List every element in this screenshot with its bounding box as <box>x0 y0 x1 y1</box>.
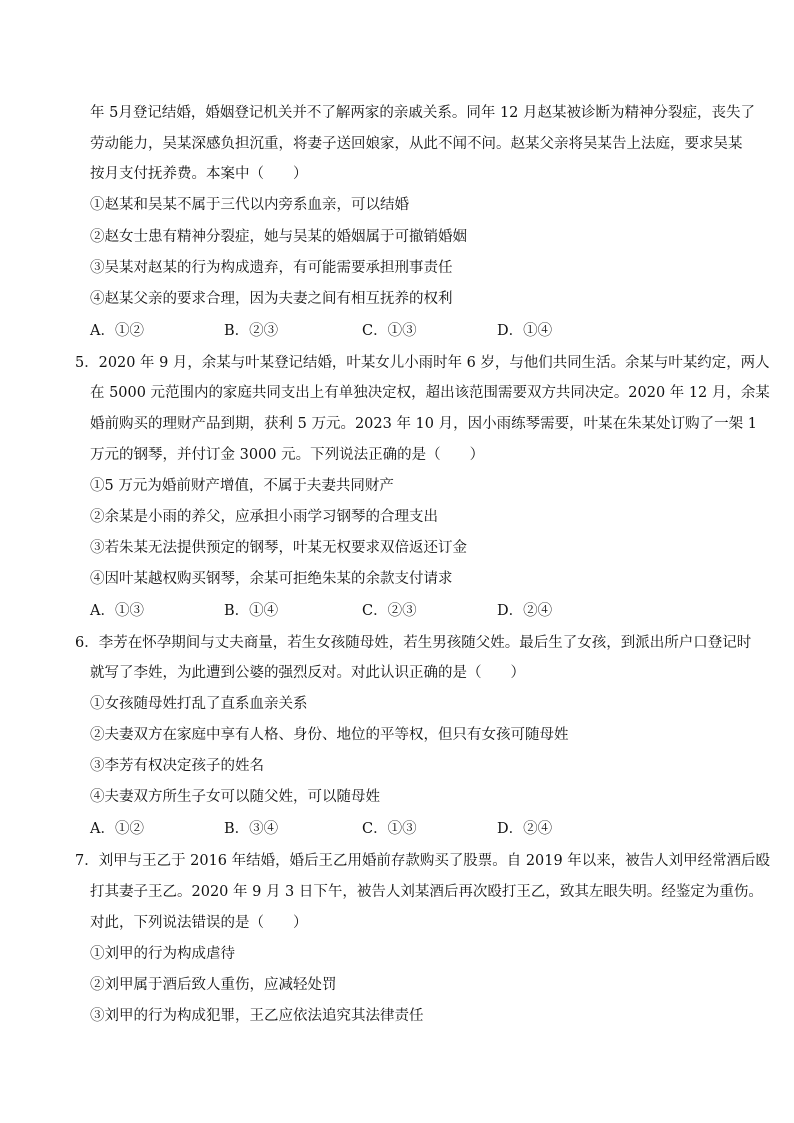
statement-3: ③刘甲的行为构成犯罪，王乙应依法追究其法律责任 <box>90 1008 424 1024</box>
statement-1: ①赵某和吴某不属于三代以内旁系血亲，可以结婚 <box>90 197 409 213</box>
question-text-line: 万元的钢琴，并付订金 3000 元。下列说法正确的是（ ） <box>90 447 485 463</box>
question-text-line: 劳动能力，吴某深感负担沉重，将妻子送回娘家，从此不闻不问。赵某父亲将吴某告上法庭，要求吴某 <box>90 136 743 152</box>
question-5-stem: 5．2020 年 9 月，余某与叶某登记结婚，叶某女儿小雨时年 6 岁，与他们共同生活。余某与叶某约定，两人 <box>75 355 770 371</box>
statement-1: ①女孩随母姓打乱了直系血亲关系 <box>90 696 308 712</box>
question-text-line: 婚前购买的理财产品到期，获利 5 万元。2023 年 10 月，因小雨练琴需要，叶某在朱某处订购了一架 1 <box>90 416 757 432</box>
question-text-line: 年 5月登记结婚，婚姻登记机关并不了解两家的亲戚关系。同年 12 月赵某被诊断为精神分裂症，丧失了 <box>90 105 755 121</box>
statement-4: ④夫妻双方所生子女可以随父姓，可以随母姓 <box>90 789 380 805</box>
option-a: A．①② <box>90 323 144 339</box>
statement-4: ④赵某父亲的要求合理，因为夫妻之间有相互抚养的权利 <box>90 291 453 307</box>
statement-2: ②刘甲属于酒后致人重伤，应减轻处罚 <box>90 977 337 993</box>
question-text-line: 打其妻子王乙。2020 年 9 月 3 日下午，被告人刘某酒后再次殴打王乙，致其左眼失明。经鉴定为重伤。 <box>90 884 763 900</box>
option-d: D．②④ <box>497 821 553 837</box>
statement-1: ①刘甲的行为构成虐待 <box>90 946 235 962</box>
option-b: B．①④ <box>224 603 279 619</box>
option-b: B．②③ <box>224 323 279 339</box>
option-c: C．②③ <box>362 603 417 619</box>
statement-3: ③李芳有权决定孩子的姓名 <box>90 758 264 774</box>
question-7-stem: 7．刘甲与王乙于 2016 年结婚，婚后王乙用婚前存款购买了股票。自 2019 年以来，被告人刘甲经常酒后殴 <box>75 853 770 869</box>
option-d: D．①④ <box>497 323 553 339</box>
statement-2: ②余某是小雨的养父，应承担小雨学习钢琴的合理支出 <box>90 509 438 525</box>
question-text-line: 就写了李姓，为此遭到公婆的强烈反对。对此认识正确的是（ ） <box>90 665 525 681</box>
option-c: C．①③ <box>362 821 417 837</box>
statement-4: ④因叶某越权购买钢琴，余某可拒绝朱某的余款支付请求 <box>90 571 453 587</box>
statement-3: ③若朱某无法提供预定的钢琴，叶某无权要求双倍返还订金 <box>90 540 467 556</box>
question-text-line: 对此，下列说法错误的是（ ） <box>90 915 308 931</box>
question-text-line: 按月支付抚养费。本案中（ ） <box>90 166 308 182</box>
option-b: B．③④ <box>224 821 279 837</box>
statement-2: ②赵女士患有精神分裂症，她与吴某的婚姻属于可撤销婚姻 <box>90 229 467 245</box>
statement-2: ②夫妻双方在家庭中享有人格、身份、地位的平等权，但只有女孩可随母姓 <box>90 727 569 743</box>
option-d: D．②④ <box>497 603 553 619</box>
question-text-line: 在 5000 元范围内的家庭共同支出上有单独决定权，超出该范围需要双方共同决定。2020 年 12 月，余某 <box>90 385 770 401</box>
statement-3: ③吴某对赵某的行为构成遗弃，有可能需要承担刑事责任 <box>90 260 453 276</box>
statement-1: ①5 万元为婚前财产增值，不属于夫妻共同财产 <box>90 478 394 494</box>
option-a: A．①③ <box>90 603 144 619</box>
option-c: C．①③ <box>362 323 417 339</box>
question-6-stem: 6．李芳在怀孕期间与丈夫商量，若生女孩随母姓，若生男孩随父姓。最后生了女孩，到派出所户口登记时 <box>75 635 752 651</box>
option-a: A．①② <box>90 821 144 837</box>
